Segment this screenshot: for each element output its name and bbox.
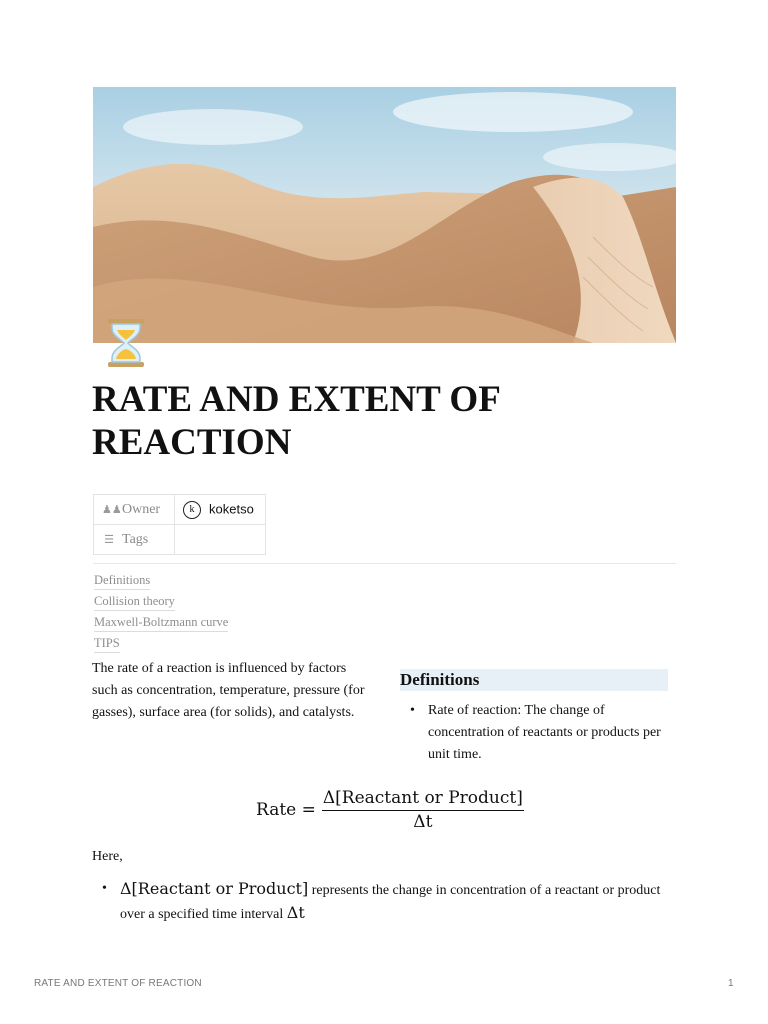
- list-item: • Rate of reaction: The change of concentration of reactants or products per unit time.: [400, 700, 670, 766]
- avatar: k: [183, 501, 201, 519]
- toc-link-tips[interactable]: TIPS: [94, 635, 120, 653]
- cover-image: [93, 87, 676, 343]
- formula-fraction: [322, 788, 524, 832]
- property-value-owner[interactable]: k koketso: [175, 495, 266, 525]
- formula-denominator: Δt: [413, 812, 433, 832]
- formula-lhs: Rate =: [256, 800, 316, 820]
- toc-link-maxwell-boltzmann[interactable]: Maxwell-Boltzmann curve: [94, 614, 228, 632]
- property-row-tags: [94, 525, 266, 555]
- math-inline: Δ[Reactant or Product]: [120, 879, 309, 898]
- page-title: RATE AND EXTENT OF REACTION: [92, 379, 500, 463]
- intro-paragraph: The rate of a reaction is influenced by factors such as concentration, temperature, pressure (for gasses), surface area (for solids), and catalysts.: [92, 661, 365, 720]
- property-key-tags: ☰ Tags: [94, 525, 175, 555]
- divider: [93, 563, 676, 564]
- properties-table: [93, 494, 266, 555]
- desert-dunes-image: [93, 87, 676, 343]
- property-value-tags[interactable]: [175, 525, 266, 555]
- property-key-owner: ♟♟Owner: [94, 495, 175, 525]
- hourglass-icon: [100, 316, 152, 370]
- notes-list: [92, 878, 662, 926]
- list-icon: ☰: [104, 533, 114, 546]
- footer-title: RATE AND EXTENT OF REACTION: [34, 978, 202, 989]
- rate-formula: [256, 788, 524, 832]
- formula-numerator: Δ[Reactant or Product]: [322, 788, 524, 811]
- math-inline: Δt: [286, 903, 305, 922]
- property-row-owner: [94, 495, 266, 525]
- table-of-contents: [94, 572, 228, 656]
- toc-link-collision-theory[interactable]: Collision theory: [94, 593, 175, 611]
- definitions-list: [400, 700, 670, 766]
- here-text: Here,: [92, 849, 123, 864]
- definitions-heading: Definitions: [400, 669, 668, 691]
- list-item: • Δ[Reactant or Product] represents the change in concentration of a reactant or product over a specified time interval Δt: [92, 878, 662, 926]
- toc-link-definitions[interactable]: Definitions: [94, 572, 150, 590]
- footer-page-number: 1: [728, 978, 734, 989]
- people-icon: ♟♟: [102, 503, 122, 516]
